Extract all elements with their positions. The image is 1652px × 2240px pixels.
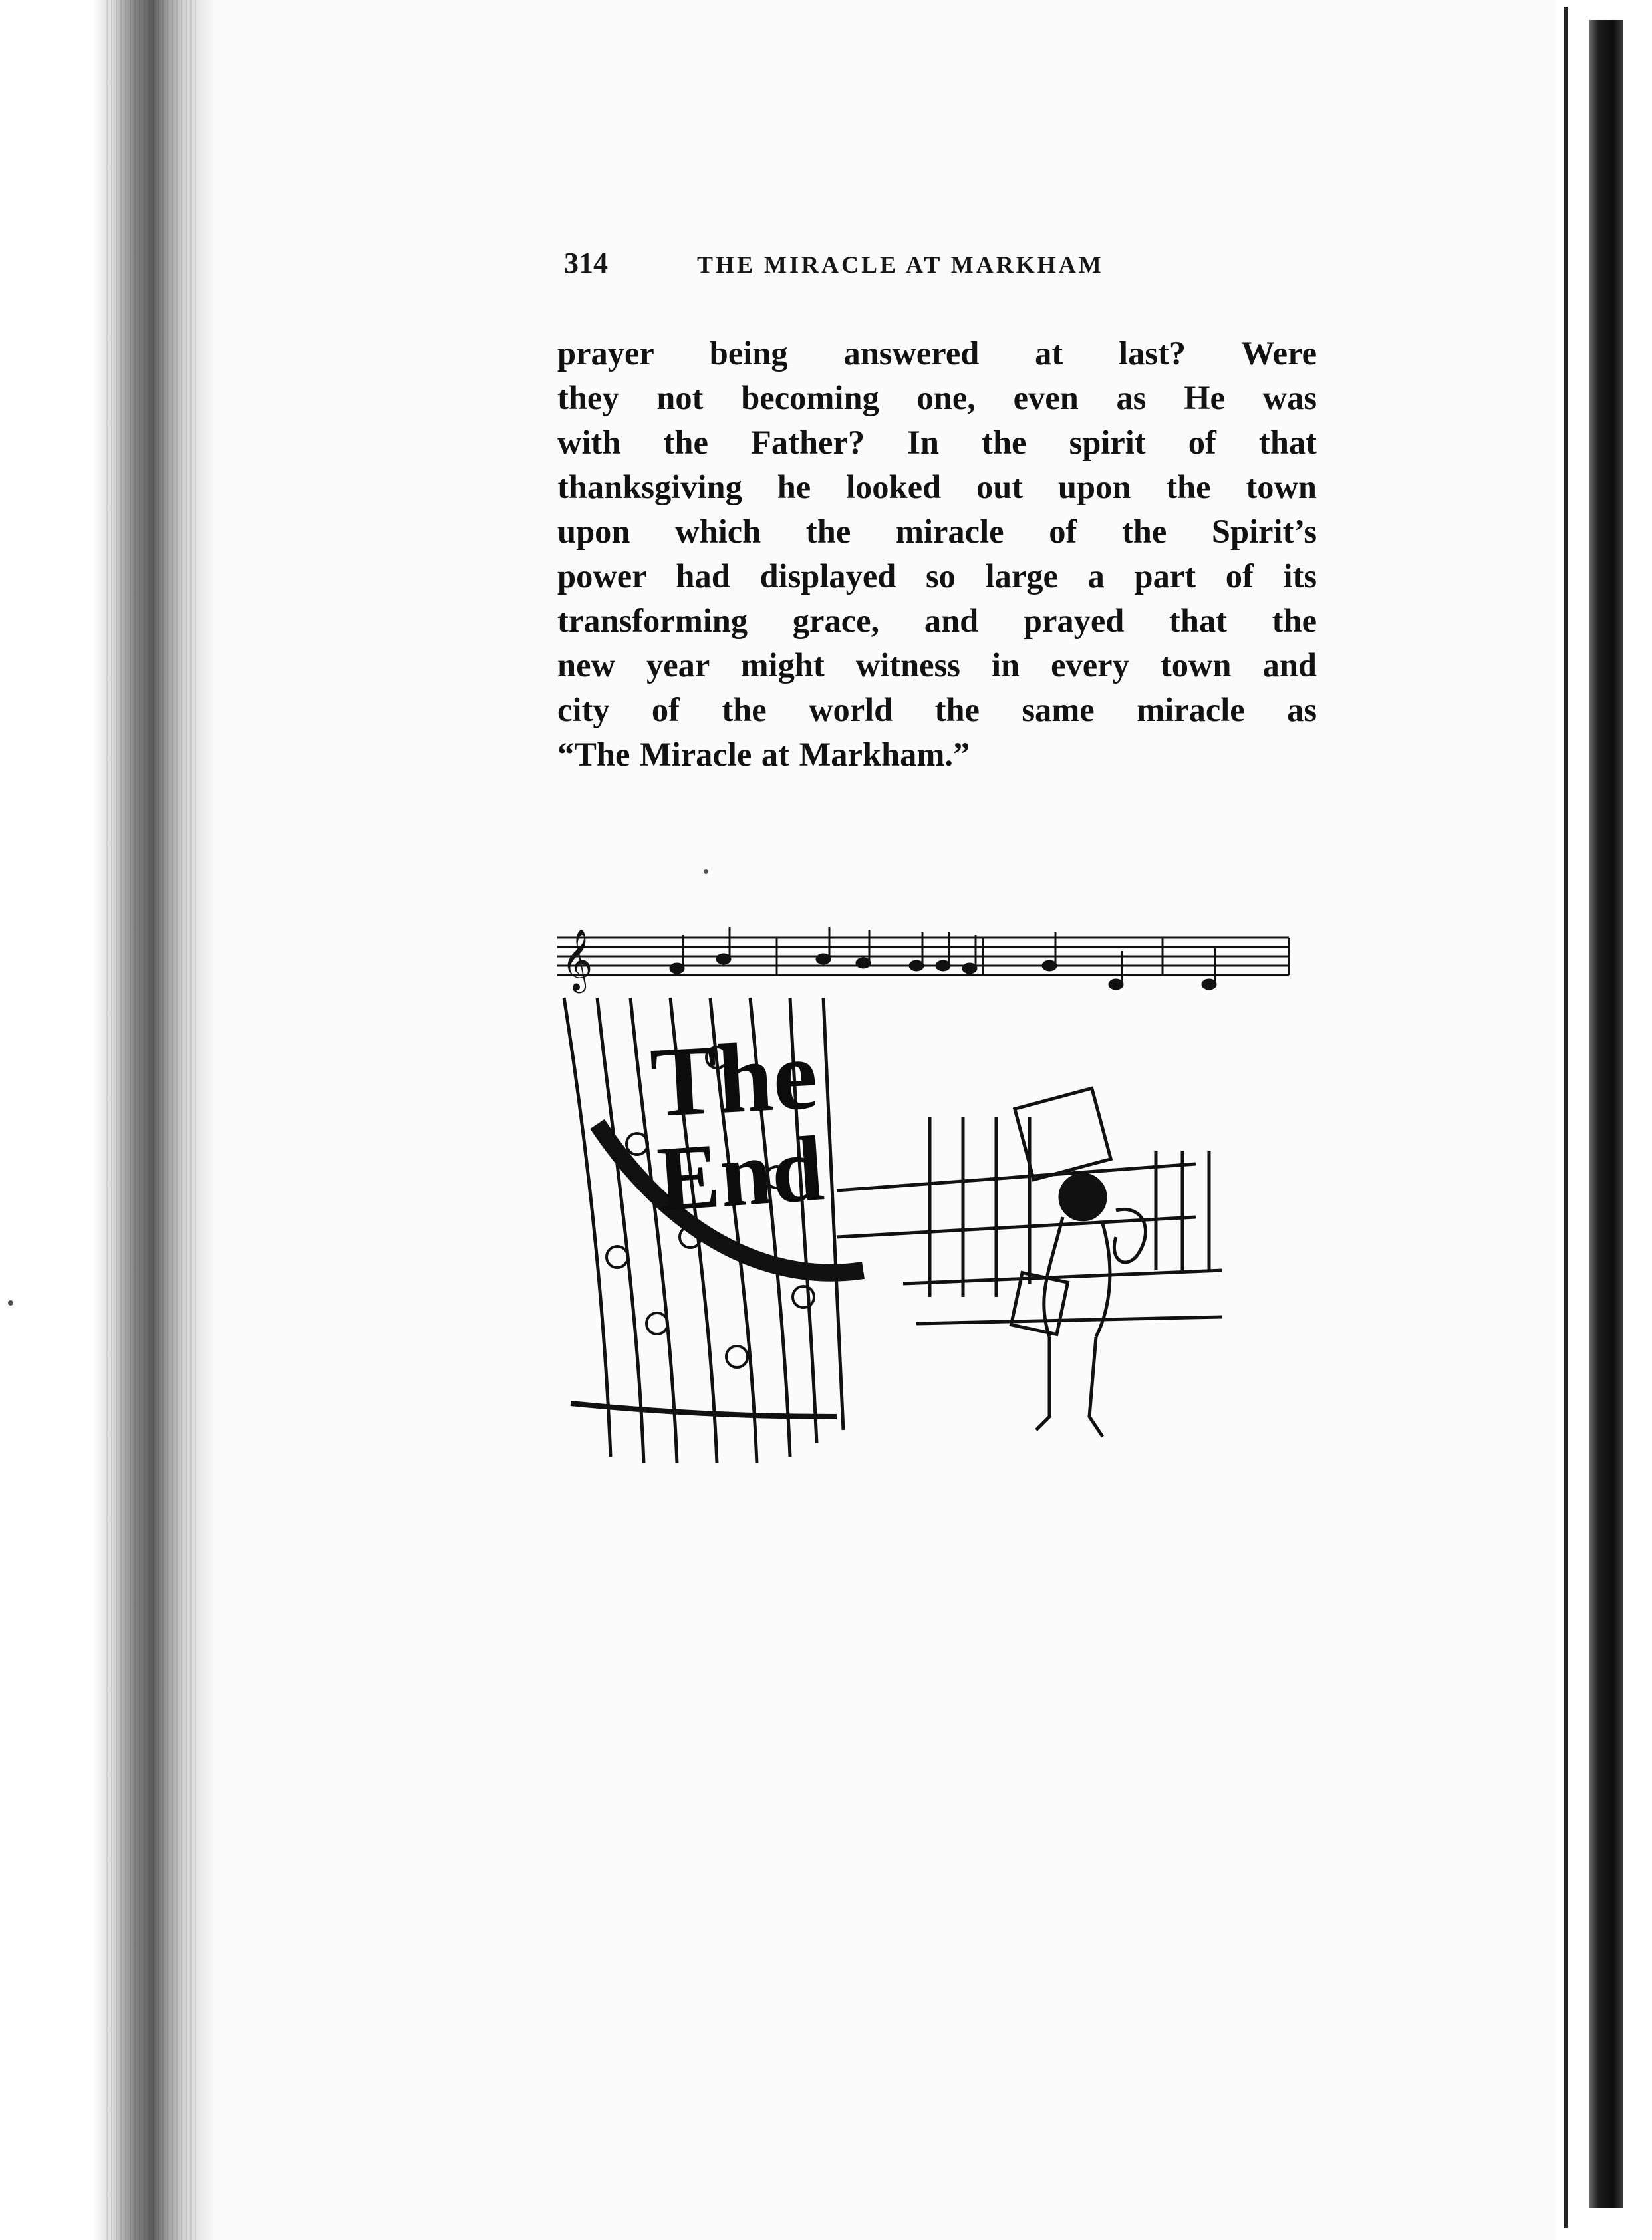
text-line: upon which the miracle of the Spirit’s [557, 513, 1317, 550]
text-line: they not becoming one, even as He was [557, 379, 1317, 416]
cherub-figure [1011, 1088, 1145, 1437]
body-paragraph [557, 331, 1317, 777]
page-header [564, 246, 1315, 293]
text-line: prayer being answered at last? Were [557, 335, 1317, 372]
the-end-lettering: The [648, 1019, 820, 1139]
text-line: thanksgiving he looked out upon the town [557, 468, 1317, 505]
the-end-illustration [557, 924, 1297, 1476]
right-page-edge-line [1564, 7, 1568, 2228]
print-speck [8, 1300, 13, 1306]
running-head: THE MIRACLE AT MARKHAM [697, 251, 1104, 278]
stage-railing [837, 1117, 1222, 1324]
text-line: with the Father? In the spirit of that [557, 424, 1317, 461]
text-line: “The Miracle at Markham.” [557, 736, 970, 773]
print-speck [704, 869, 708, 874]
text-line: transforming grace, and prayed that the [557, 602, 1317, 639]
page-number: 314 [564, 247, 608, 279]
text-line: power had displayed so large a part of its [557, 557, 1317, 595]
svg-text:𝄞: 𝄞 [561, 928, 593, 990]
text-line: new year might witness in every town and [557, 646, 1317, 684]
page-edge-stripes [106, 0, 200, 2240]
text-line: city of the world the same miracle as [557, 691, 1317, 728]
right-binding-shadow [1589, 20, 1623, 2208]
the-end-lettering: End [654, 1117, 827, 1232]
